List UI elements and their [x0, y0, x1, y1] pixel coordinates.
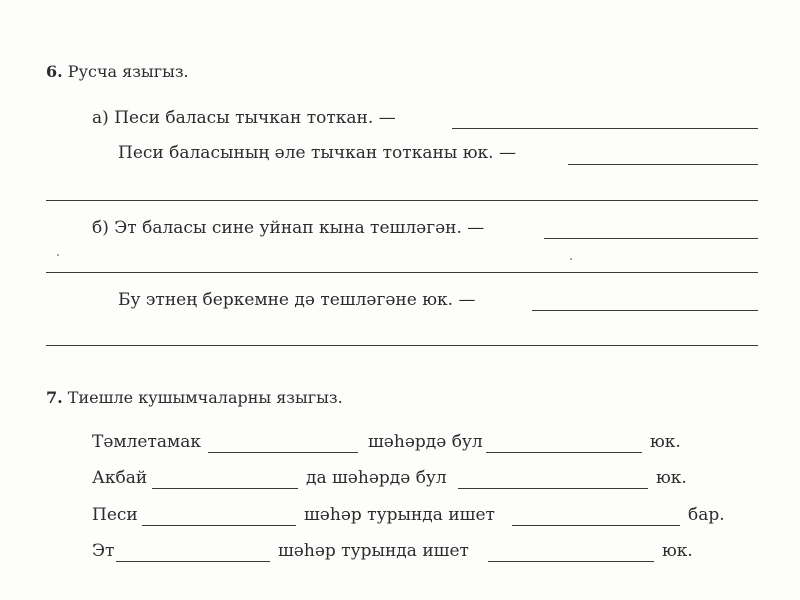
task-7-row-4-word-1: Эт: [92, 541, 115, 561]
answer-blank-6a-2[interactable]: [568, 164, 758, 165]
task-7-row-1-word-1: Тәмлетамак: [92, 432, 202, 452]
answer-blank-6b-3[interactable]: [532, 310, 758, 311]
task-6b-prefix: б): [92, 218, 109, 238]
answer-line-6a-3[interactable]: [46, 200, 758, 201]
scan-speck: [570, 258, 572, 260]
answer-blank-7-2a[interactable]: [152, 488, 298, 489]
answer-blank-6b-1[interactable]: [544, 238, 758, 239]
answer-blank-7-2b[interactable]: [458, 488, 648, 489]
task-7-row-1-word-2: шәһәрдә бул: [368, 432, 483, 452]
answer-blank-7-1a[interactable]: [208, 452, 358, 453]
task-6a-line-1-text: Песи баласы тычкан тоткан. —: [114, 108, 396, 128]
task-7-row-4-word-3: юк.: [662, 541, 693, 561]
answer-blank-7-3b[interactable]: [512, 525, 680, 526]
task-6b-line-1-text: Эт баласы сине уйнап кына тешләгән. —: [114, 218, 485, 238]
task-7-row-3-word-3: бар.: [688, 505, 725, 525]
scan-speck: [57, 254, 59, 256]
answer-blank-6a-1[interactable]: [452, 128, 758, 129]
task-6a-sentence-2: Песи баласының әле тычкан тотканы юк. —: [118, 143, 516, 163]
task-7-number: 7.: [46, 388, 63, 407]
task-6b-sentence-2: Бу этнең беркемне дә тешләгәне юк. —: [118, 290, 476, 310]
task-6a-prefix: а): [92, 108, 109, 128]
task-7-heading: [46, 388, 343, 407]
task-6-heading: [46, 62, 189, 81]
task-7-row-2-word-2: да шәһәрдә бул: [306, 468, 447, 488]
answer-line-6b-2[interactable]: [46, 272, 758, 273]
answer-blank-7-3a[interactable]: [142, 525, 296, 526]
task-6b-sentence-1: [92, 218, 484, 238]
task-6a-sentence-1: [92, 108, 396, 128]
task-6-instruction: Русча языгыз.: [67, 62, 189, 81]
answer-line-6b-4[interactable]: [46, 345, 758, 346]
task-7-row-3-word-1: Песи: [92, 505, 138, 525]
task-7-instruction: Тиешле кушымчаларны языгыз.: [67, 388, 343, 407]
answer-blank-7-4b[interactable]: [488, 561, 654, 562]
task-7-row-2-word-3: юк.: [656, 468, 687, 488]
task-7-row-2-word-1: Акбай: [92, 468, 148, 488]
task-7-row-4-word-2: шәһәр турында ишет: [278, 541, 469, 561]
task-6-number: 6.: [46, 62, 63, 81]
task-7-row-1-word-3: юк.: [650, 432, 681, 452]
answer-blank-7-1b[interactable]: [486, 452, 642, 453]
task-7-row-3-word-2: шәһәр турында ишет: [304, 505, 495, 525]
answer-blank-7-4a[interactable]: [116, 561, 270, 562]
